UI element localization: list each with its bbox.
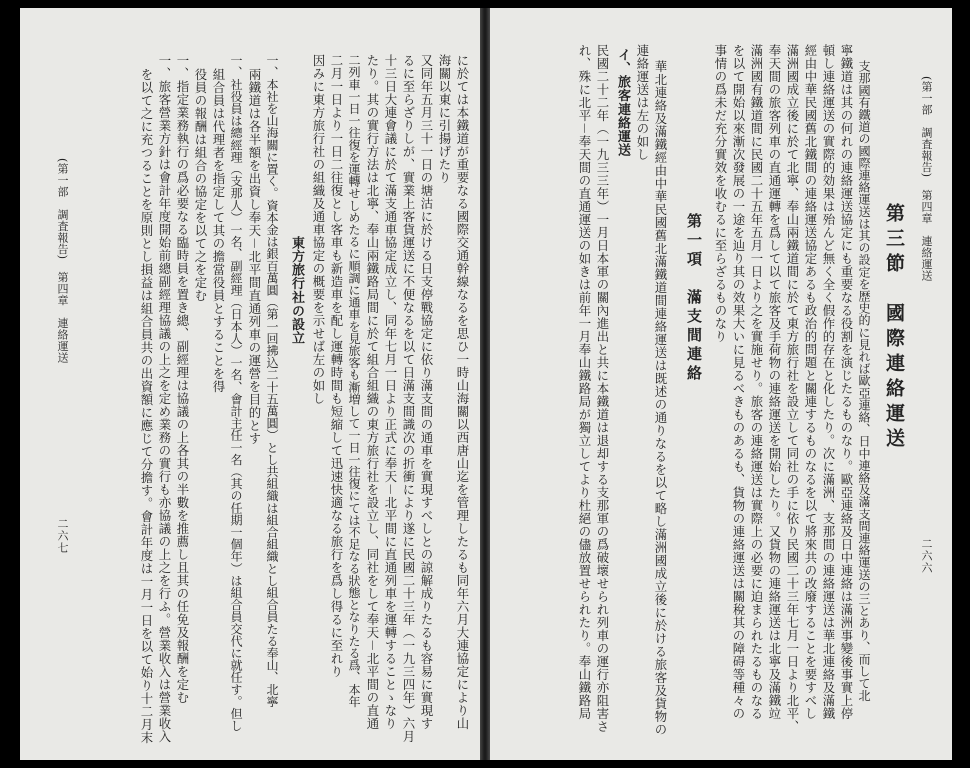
left-page-number: 二六七: [56, 518, 69, 554]
l-art-l7: 一、旅客營業方針は會計年度開始前總副經理協議の上之を定め業務の實行も亦協議の上之を行ふ。營業收入は營業收入: [157, 54, 172, 743]
r-p1-l1: 支那國有鐵道の國際連絡運送は其の設定を歴史的に見れば歐亞連絡、日中連絡及滿支間連絡運送の三とあり、而して北: [857, 60, 871, 702]
r-p1-l2: 寧鐵道は其の何れの連絡運送協定にも重要なる役割を演じたるものなり。歐亞連絡及日中連絡は滿洲事變後事實上停: [839, 44, 854, 720]
r-p1-l4: 經由中華民國舊北鐵間の連絡運送協定あるも政治的問題と關連するものなるを以て將來共の改廢することを要すべし: [803, 44, 818, 720]
l-p1-l7: 二列車一日一往復を運轉せしめたるに順調に通車を見旅客も漸増して一日一往復にては不足なる狀態となりたる爲、本年: [347, 54, 361, 708]
l-art-l4: 組合員は代理者を指定して其の擔當役員とすることを得: [211, 68, 226, 393]
l-art-l2: 兩鐵道は各半額を出資し奉天－北平間直通列車の運營を目的とす: [247, 68, 262, 445]
l-p1-l3: 又同年五月三十一日の塘沽に於ける日支停戰協定に依り滿支間の通車を實現すべしとの諒解成りたるも容易に實現す: [419, 54, 434, 730]
r-p1-l5: 滿洲國成立後に於て北寧、奉山兩鐵道間に於て東方旅行社を設立して同社の手に依り民國二十三年七月一日より北平、: [785, 44, 800, 733]
item-heading: イ、旅客連絡運送: [615, 48, 630, 157]
l-p1-l5: 十三日大連會議に於て滿支通車協定成立し、同年七月一日より正式に奉天－北平間に直通列車を運轉することゝなり: [383, 54, 398, 730]
r-p2-l2: 連絡運送は左の如し: [635, 44, 650, 161]
l-art-l6: 一、指定業務執行の爲必要なる臨時員を置き總、副經理は協議の上各其の半數を推薦し且其の任免及報酬を定む: [175, 54, 190, 704]
l-p1-l9: 因みに東方旅行社の組織及通車協定の概要を示せば左の如し: [311, 54, 326, 405]
l-art-l1: 一、本社を山海關に置く。資本金は銀百萬圓（第一回拂込二十五萬圓）とし共組織は組合組織とし組合員たる奉山、北寧: [265, 54, 279, 708]
left-page-header: (第一部 調査報告) 第四章 連絡運送: [56, 158, 69, 364]
l-p1-l4: るに至らざりしが、實業上客貨運送に不便なるを以て日滿支間識次の折衝により遂に民國二十三年（一九三四年）六月: [401, 54, 416, 743]
org-title: 東方旅行社の設立: [289, 236, 304, 345]
r-p2-l1: 華北連絡及滿鐵經由中華民國舊北滿鐵道間連絡運送は既述の通りなるを以て略し滿洲國成立後に於ける旅客及貨物の: [653, 60, 668, 736]
section-title: 第三節 國際連絡運送: [883, 203, 905, 453]
left-page: [20, 8, 480, 760]
right-page-number: 二六六: [920, 538, 933, 574]
r-p1-l8: を以て開始以來漸次發展の一途を辿り其の效果大いに見るべきものあるも、貨物の連絡運送は關稅其の障碍等種々の: [731, 44, 746, 720]
r-p1-l6: 奉天間の旅客列車の直通運轉を爲して以て旅客及手荷物の連絡運送を開始したり。又貨物の連絡運送は北寧及滿鐵竝: [767, 44, 782, 720]
l-p1-l8: 二月一日より一日二往復とし客車も新造車を配し運轉時間も短縮して迅速快適なる旅行を爲し得るに至れり: [329, 54, 344, 678]
r-p1-l3: 頓し連絡運送の實際的効果は殆んど無く全く假作的存在と化したり。次に滿洲、支那間の連絡運送は華北連絡及滿鐵: [821, 44, 836, 720]
subsection-title: 第一項 滿支間連絡: [685, 213, 703, 384]
l-p1-l2: 海關以東に引揚げたり: [437, 54, 452, 184]
l-art-l5: 役員の報酬は組合の協定を以て之を定む: [193, 68, 208, 302]
l-p1-l1: に於ては本鐵道が重要なる國際交通幹線なるを思ひ一時山海關以西唐山迄を管理したるも同年六月大連協定により山: [455, 54, 470, 730]
l-art-l8: を以て之に充つることを原則とし損益は組合員共の出資額に應じて分擔す。會計年度は一月一日を以て始り十二月末: [139, 68, 154, 744]
right-page: [490, 8, 952, 760]
l-art-l3: 一、社役員は總經理（支那人）一名、副經理（日本人）一名、會計主任一名（其の任期一個年）は組合員交代に就任す。但し: [229, 54, 243, 732]
l-p1-l6: たり。其の實行方法は北寧、奉山兩鐵路局間に於て組合組織の東方旅行社を設立し、同社をして奉天－北平間の直通: [365, 54, 380, 730]
r-p1-l7: 滿洲國有鐵道間に民國二十五年五月一日より之を實施せり。旅客の連絡運送は實際上の必要に迫まられたるものなる: [749, 44, 764, 720]
r-p1-l9: 事情の爲未だ充分實效を收むるに至らざるものなり: [713, 44, 728, 343]
right-page-header: (第一部 調査報告) 第四章 連絡運送: [920, 76, 933, 282]
r-p3-l1: 民國二十二年（一九三三年）一月日本軍の關內進出と共に本鐵道は退却する支那軍の爲破壞せられ列車の運行亦阻害さ: [595, 44, 610, 733]
r-p3-l2: れ、殊に北平－奉天間の直通運送の如きは前年一月奉山鐵路局が獨立してより杜絕の儘放置せられたり。奉山鐵路局: [577, 44, 592, 720]
